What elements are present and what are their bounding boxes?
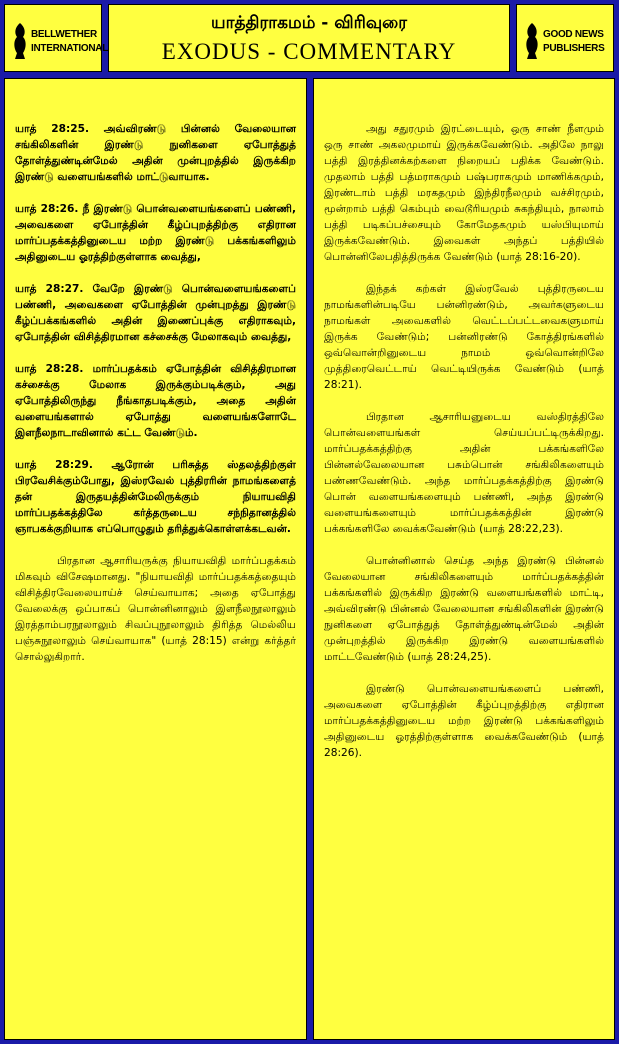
title-english: EXODUS - COMMENTARY <box>161 39 457 64</box>
logo-right-line2: PUBLISHERS <box>543 43 605 54</box>
verse-28-26: யாத் 28:26. நீ இரண்டு பொன்வளையங்களைப் பண்ணி, அவைகளை ஏபோத்தின் கீழ்ப்புறத்திற்கு எதிரான மார்ப்பதக்கத்தினுடைய மற்ற இரண்டு பக்கங்களிலும் அதினுடைய ஓரத்திற்குள்ளாக வைத்து, <box>15 203 296 263</box>
good-news-logo-box <box>516 4 614 72</box>
right-paragraph-2: இந்தக் கற்கள் இஸ்ரவேல் புத்திரருடைய நாமங்களின்படியே பன்னிரண்டும், அவர்களுடைய நாமங்கள் அவைகளில் வெட்டப்பட்டவைகளுமாய் இருக்க வேண்டும்; பன்னிரண்டு கோத்திரங்களில் ஒவ்வொன்றினுடைய நாமம் ஒவ்வொன்றிலே முத்திரைவெட்டாய் வெட்டியிருக்க வேண்டும் (யாத் 28:21). <box>324 283 604 391</box>
logo-right-line1: GOOD NEWS <box>543 29 604 40</box>
verse-28-29: யாத் 28:29. ஆரோன் பரிசுத்த ஸ்தலத்திற்குள் பிரவேசிக்கும்போது, இஸ்ரவேல் புத்திரரின் நாமங்களைத் தன் இருதயத்தின்மேலிருக்கும் நியாயவிதி மார்ப்பதக்கத்திலே கர்த்தருடைய சந்நிதானத்தில் ஞாபகக்குறியாக எப்பொழுதும் தரித்துக்கொள்ளக்கடவன். <box>15 459 296 535</box>
right-column-text <box>324 121 604 777</box>
title-box <box>108 4 510 72</box>
bellwether-logo <box>9 13 109 65</box>
logo-left-line2: INTERNATIONAL <box>31 43 109 54</box>
right-paragraph-5: இரண்டு பொன்வளையங்களைப் பண்ணி, அவைகளை ஏபோத்தின் கீழ்ப்புறத்திற்கு எதிரான மார்ப்பதக்கத்தினுடைய மற்ற இரண்டு பக்கங்களிலும் அதினுடைய ஓரத்திற்குள்ளாக வைக்கவேண்டும் (யாத் 28:26). <box>324 683 604 759</box>
verse-28-25: யாத் 28:25. அவ்விரண்டு பின்னல் வேலையான சங்கிலிகளின் இரண்டு நுனிகளை ஏபோத்துத் தோள்த்துண்டின்மேல் அதின் முன்புறத்தில் இருக்கிற இரண்டு வளையங்களில் மாட்டுவாயாக. <box>15 123 296 183</box>
bellwether-ram-icon <box>11 21 29 61</box>
left-column <box>4 78 307 1040</box>
good-news-logo <box>521 13 611 65</box>
bellwether-logo-box <box>4 4 109 72</box>
right-column <box>313 78 615 1040</box>
verse-28-27: யாத் 28:27. வேறே இரண்டு பொன்வளையங்களைப் பண்ணி, அவைகளை ஏபோத்தின் முன்புறத்து இரண்டு கீழ்ப்பக்கங்களில் அதின் இணைப்புக்கு எதிராகவும், ஏபோத்தின் விசித்திரமான கச்சைக்கு மேலாகவும் வைத்து, <box>15 283 296 343</box>
commentary-paragraph: பிரதான ஆசாரியருக்கு நியாயவிதி மார்ப்பதக்கம் மிகவும் விசேஷமானது. "நியாயவிதி மார்ப்பதக்கத்தையும் விசித்திரவேலையாய்ச் செய்வாயாக; அதை ஏபோத்து வேலைக்கு ஒப்பாகப் பொன்னினாலும் இளநீலநூலாலும் இரத்தாம்பரநூலாலும் சிவப்புநூலாலும் திரித்த மெல்லிய பஞ்சுநூலாலும் செய்வாயாக" (யாத் 28:15) என்று கர்த்தர் சொல்லுகிறார். <box>15 555 296 663</box>
good-news-ram-icon <box>523 21 541 61</box>
verse-28-28: யாத் 28:28. மார்ப்பதக்கம் ஏபோத்தின் விசித்திரமான கச்சைக்கு மேலாக இருக்கும்படிக்கும், அது ஏபோத்திலிருந்து நீங்காதபடிக்கும், அதை அதின் வளையங்களால் ஏபோத்து வளையங்களோடே இளநீலநாடாவினால் கட்ட வேண்டும். <box>15 363 296 439</box>
right-paragraph-3: பிரதான ஆசாரியனுடைய வஸ்திரத்திலே பொன்வளையங்கள் செய்யப்பட்டிருக்கிறது. மார்ப்பதக்கத்திற்கு அதின் பக்கங்களிலே பின்னல்வேலையான பசும்பொன் சங்கிலிகளையும் பண்ணவேண்டும். அந்த மார்ப்பதக்கத்திற்கு இரண்டு பொன் வளையங்களையும் பண்ணி, அந்த இரண்டு வளையங்களையும் மார்ப்பதக்கத்தின் இரண்டு பக்கங்களிலே வைக்கவேண்டும் (யாத் 28:22,23). <box>324 411 604 535</box>
title-tamil: யாத்திராகமம் - விரிவுரை <box>211 13 407 33</box>
logo-left-line1: BELLWETHER <box>31 29 97 40</box>
right-paragraph-4: பொன்னினால் செய்த அந்த இரண்டு பின்னல் வேலையான சங்கிலிகளையும் மார்ப்பதக்கத்தின் பக்கங்களில் இருக்கிற இரண்டு வளையங்களில் மாட்டி, அவ்விரண்டு பின்னல் வேலையான சங்கிலிகளின் இரண்டு நுனிகளை ஏபோத்துத் தோள்த்துண்டின்மேல் அதின் முன்புறத்தில் இருக்கிற இரண்டு வளையங்களில் மாட்டவேண்டும் (யாத் 28:24,25). <box>324 555 604 663</box>
right-paragraph-1: அது சதுரமும் இரட்டையும், ஒரு சாண் நீளமும் ஒரு சாண் அகலமுமாய் இருக்கவேண்டும். அதிலே நாலு பத்தி இரத்தினக்கற்களை நிறையப் பதிக்க வேண்டும். முதலாம் பத்தி பத்மராகமும் பஷ்பராகமும் மாணிக்கமும், இரண்டாம் பத்தி மரகதமும் இந்திரநீலமும் வச்சிரமும், மூன்றாம் பத்தி கெம்பும் வைடூரியமும் சுகந்தியும், நாலாம் பத்தி படிகப்பச்சையும் கோமேதகமும் யஸ்பியுமாய் இருக்கவேண்டும். இவைகள் அந்தப் பத்தியில் பொன்னிலேபதித்திருக்க வேண்டும் (யாத் 28:16-20). <box>324 123 604 263</box>
left-column-text <box>15 121 296 665</box>
